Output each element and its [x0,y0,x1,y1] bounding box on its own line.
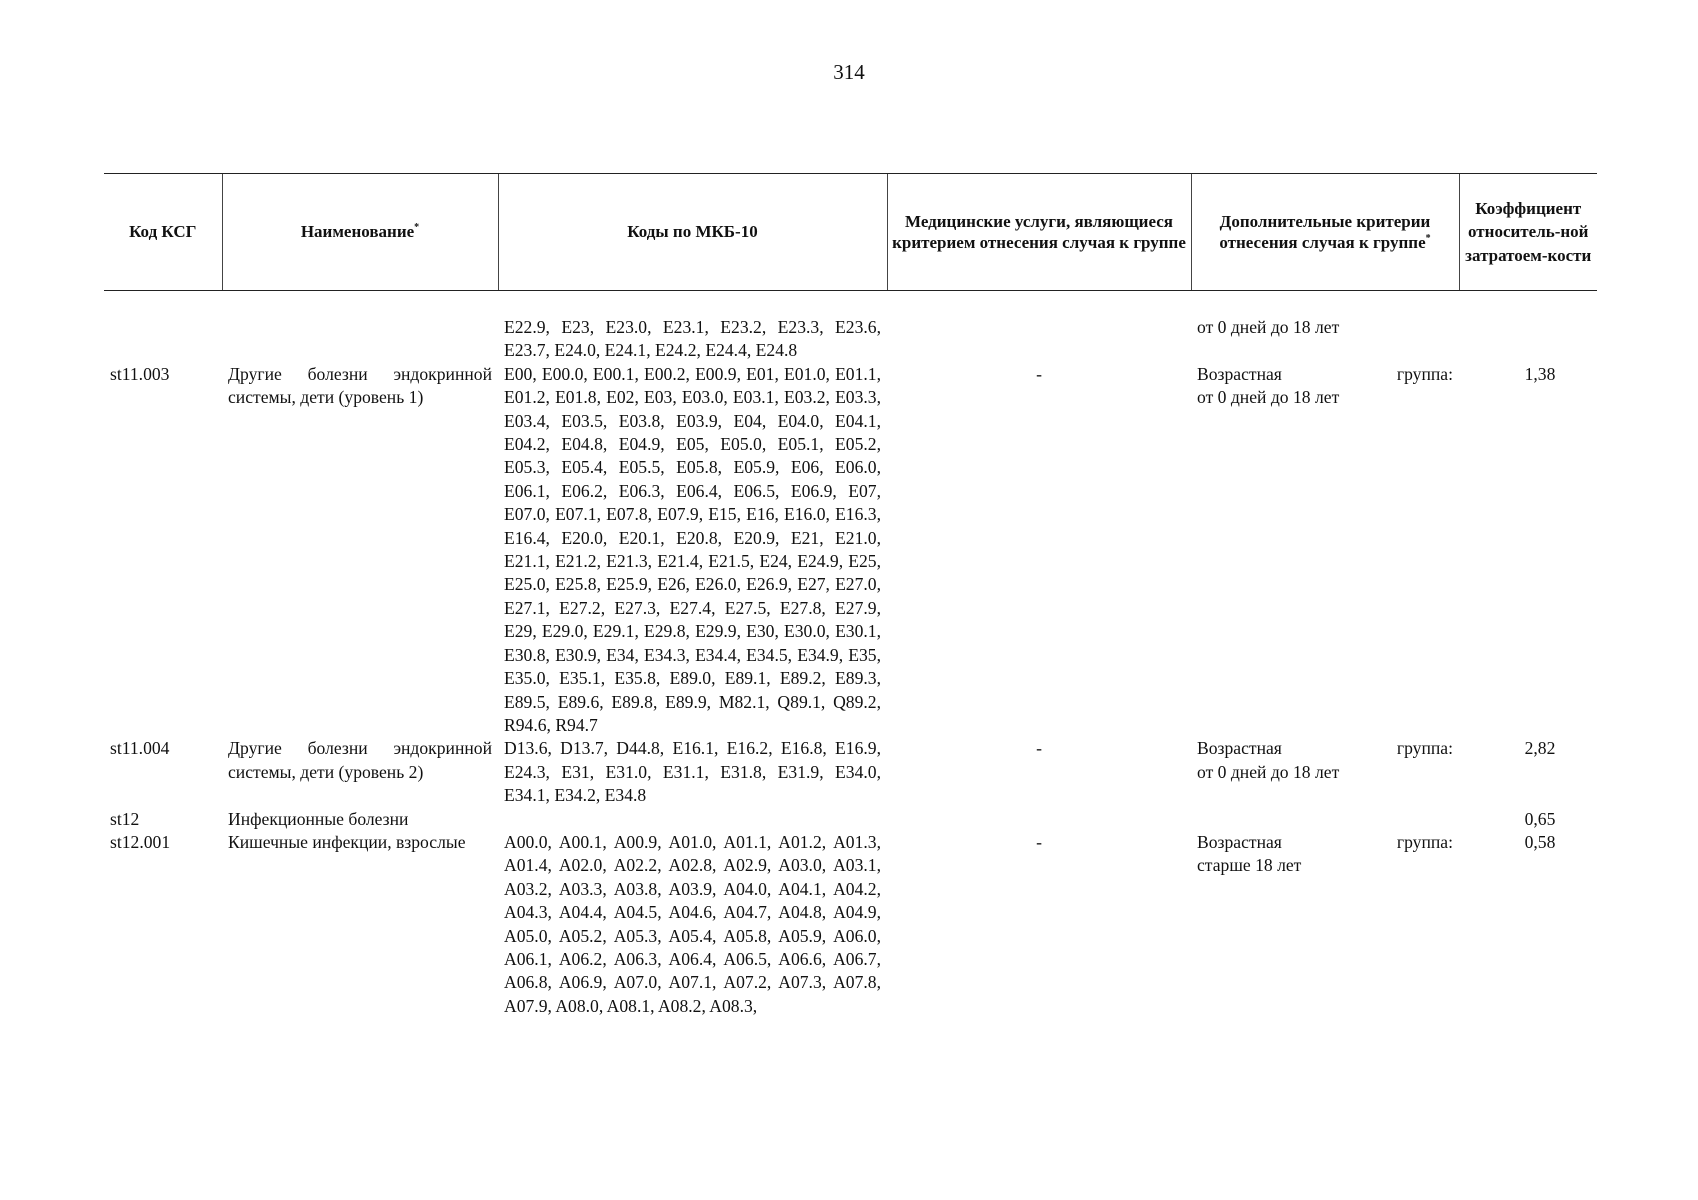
criteria-label: Возрастная [1197,831,1282,852]
criteria-label-line [1197,831,1453,854]
cell-coef: 0,58 [1524,831,1556,852]
footnote-mark: * [414,222,420,234]
cell-mkb-codes: E22.9, E23, E23.0, E23.1, E23.2, E23.3, E23.6, E23.7, E24.0, E24.1, E24.2, E24.4, E24.8 [504,317,881,361]
cell-criteria [1191,831,1459,1018]
criteria-label: Возрастная [1197,738,1282,759]
header-services: Медицинские услуги, являющиеся критерием отнесения случая к группе [887,174,1191,291]
criteria-label-line [1197,363,1453,386]
cell-criteria [1191,363,1459,738]
cell-coef: 1,38 [1524,363,1556,384]
cell-name: Инфекционные болезни [228,808,409,829]
cell-coef: 2,82 [1524,738,1556,759]
cell-coef [1459,291,1597,363]
table-row [104,808,1597,831]
header-code: Код КСГ [104,174,222,291]
cell-coef: 0,65 [1524,808,1556,829]
table-row [104,831,1597,1018]
header-mkb: Коды по МКБ-10 [498,174,887,291]
header-criteria: Дополнительные критерии отнесения случая к группе* [1191,174,1459,291]
table-header [104,174,1597,291]
criteria-value: от 0 дней до 18 лет [1197,761,1340,782]
header-coef: Коэффициент относитель-ной затратоем-кости [1459,174,1597,291]
ksg-table [104,173,1597,1018]
cell-mkb-codes [498,808,887,831]
cell-criteria [1191,808,1459,831]
table-row [104,291,1597,363]
cell-criteria [1191,291,1459,363]
page-number: 314 [833,60,865,84]
cell-mkb-codes: D13.6, D13.7, D44.8, E16.1, E16.2, E16.8, E16.9, E24.3, E31, E31.0, E31.1, E31.8, E31.9, E34.0, E34.1, E34.2, E34.8 [504,738,881,806]
criteria-label: Возрастная [1197,363,1282,384]
cell-code: st12.001 [110,831,171,852]
criteria-label-line [1197,737,1453,760]
table-row [104,737,1597,807]
cell-code: st12 [110,808,140,829]
criteria-group: группа: [1396,831,1453,852]
cell-services: - [1036,738,1042,759]
header-name: Наименование* [222,174,498,291]
criteria-value: от 0 дней до 18 лет [1197,387,1340,408]
cell-mkb-codes: E00, E00.0, E00.1, E00.2, E00.9, E01, E01.0, E01.1, E01.2, E01.8, E02, E03, E03.0, E03.1, E03.2, E03.3, E03.4, E03.5, E03.8, E03.9, E04, E04.0, E04.1, E04.2, E04.8, E04.9, E05, E05.0, E05.1, E05.2, E05.3, E05.4, E05.5, E05.8, E05.9, E06, E06.0, E06.1, E06.2, E06.3, E06.4, E06.5, E06.9, E07, E07.0, E07.1, E07.8, E07.9, E15, E16, E16.0, E16.3, E16.4, E20.0, E20.1, E20.8, E20.9, E21, E21.0, E21.1, E21.2, E21.3, E21.4, E21.5, E24, E24.9, E25, E25.0, E25.8, E25.9, E26, E26.0, E26.9, E27, E27.0, E27.1, E27.2, E27.3, E27.4, E27.5, E27.8, E27.9, E29, E29.0, E29.1, E29.8, E29.9, E30, E30.0, E30.1, E30.8, E30.9, E34, E34.3, E34.4, E34.5, E34.9, E35, E35.0, E35.1, E35.8, E89.0, E89.1, E89.2, E89.3, E89.5, E89.6, E89.8, E89.9, M82.1, Q89.1, Q89.2, R94.6, R94.7 [504,363,881,735]
criteria-group: группа: [1396,738,1453,759]
header-row [104,174,1597,291]
cell-name [222,291,498,363]
cell-services: - [1036,363,1042,384]
cell-name: Другие болезни эндокринной системы, дети (уровень 1) [228,363,492,408]
cell-criteria [1191,737,1459,807]
criteria-group: группа: [1396,363,1453,384]
cell-name: Другие болезни эндокринной системы, дети (уровень 2) [228,738,492,782]
cell-mkb-codes: A00.0, A00.1, A00.9, A01.0, A01.1, A01.2, A01.3, A01.4, A02.0, A02.2, A02.8, A02.9, A03.0, A03.1, A03.2, A03.3, A03.8, A03.9, A04.0, A04.1, A04.2, A04.3, A04.4, A04.5, A04.6, A04.7, A04.8, A04.9, A05.0, A05.2, A05.3, A05.4, A05.8, A05.9, A06.0, A06.1, A06.2, A06.3, A06.4, A06.5, A06.6, A06.7, A06.8, A06.9, A07.0, A07.1, A07.2, A07.3, A07.8, A07.9, A08.0, A08.1, A08.2, A08.3, [504,831,881,1016]
table-body [104,291,1597,1019]
ksg-table-container [104,173,1597,1018]
cell-name: Кишечные инфекции, взрослые [228,831,466,852]
cell-services [887,808,1191,831]
cell-code: st11.003 [110,363,170,384]
criteria-value: от 0 дней до 18 лет [1197,317,1340,337]
criteria-value: старше 18 лет [1197,855,1302,876]
cell-code: st11.004 [110,738,170,759]
table-row [104,363,1597,738]
footnote-mark: * [1425,233,1431,244]
cell-services: - [1036,831,1042,852]
cell-code [104,291,222,363]
cell-services [887,291,1191,363]
